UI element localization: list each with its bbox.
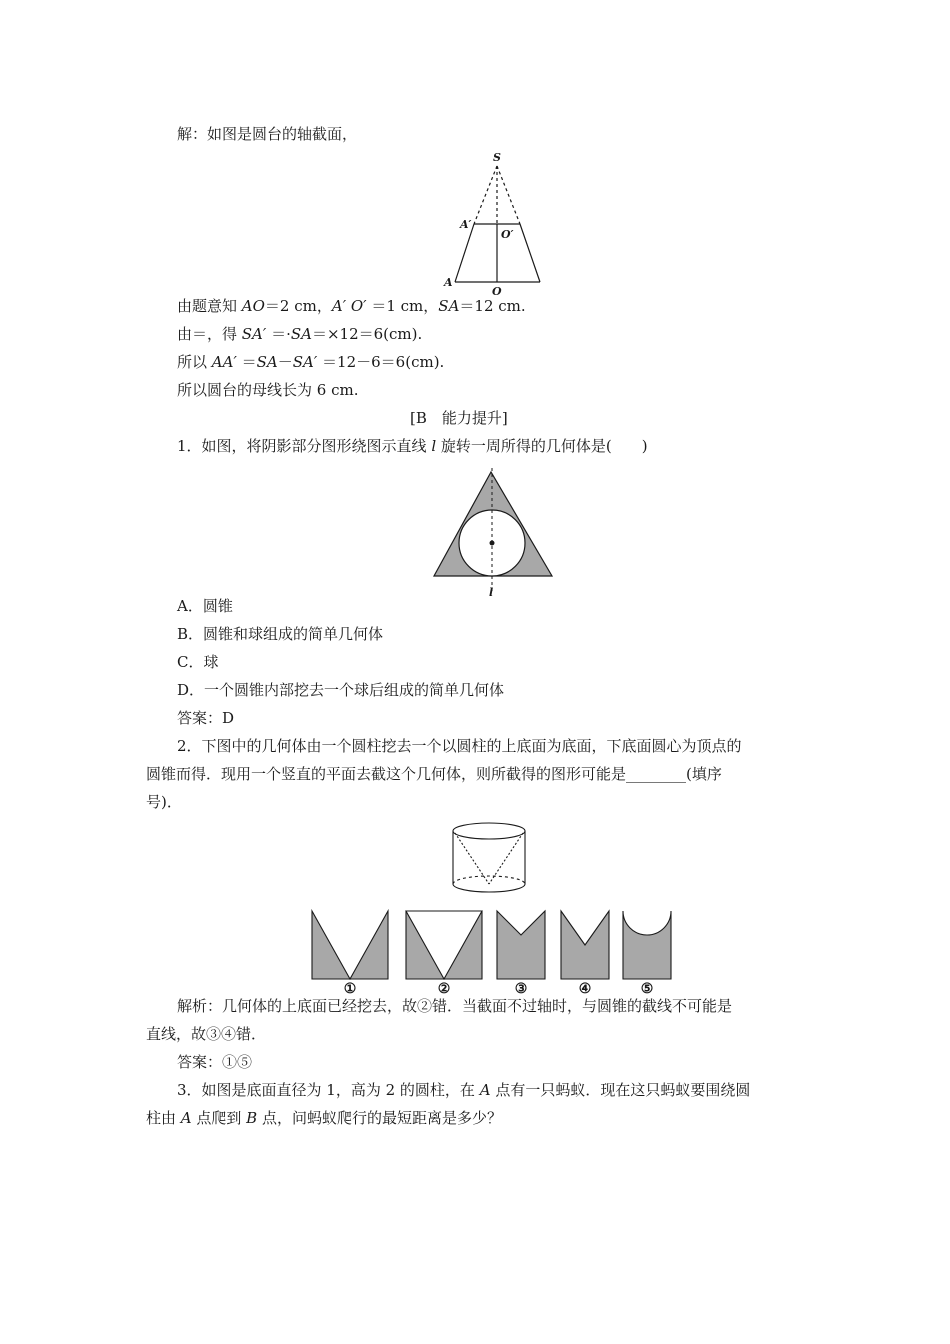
solution-intro: 解：如图是圆台的轴截面， [177, 125, 358, 143]
cylinder-top-ellipse [453, 823, 525, 839]
section-shape-1 [312, 911, 388, 979]
q2-stem-line-1: 2．下图中的几何体由一个圆柱挖去一个以圆柱的上底面为底面，下底面圆心为顶点的 [177, 737, 742, 755]
calc-line-1: 由题意知 AO＝2 cm，A′ O′ ＝1 cm，SA＝12 cm. [177, 297, 526, 315]
label-O: O [492, 285, 502, 298]
label-S: S [493, 151, 501, 164]
shape-label-4: ④ [578, 981, 592, 997]
q1-option-a: A．圆锥 [177, 597, 233, 615]
q1-option-c: C．球 [177, 653, 219, 671]
section-shape-5 [623, 911, 671, 979]
q1-stem: 1．如图，将阴影部分图形绕图示直线 l 旋转一周所得的几何体是( ) [177, 437, 648, 455]
shape-label-5: ⑤ [640, 981, 654, 997]
q3-stem-line-2: 柱由 A 点爬到 B 点，问蚂蚁爬行的最短距离是多少？ [146, 1109, 502, 1127]
axis-label-l: l [489, 586, 494, 599]
left-dashed-extension [474, 166, 497, 224]
calc-line-3: 所以 AA′ ＝SA－SA′ ＝12－6＝6(cm). [177, 353, 445, 371]
label-O-prime: O′ [501, 228, 514, 241]
cone-left-generatrix [455, 833, 489, 884]
cylinder-bottom-front-arc [453, 884, 525, 892]
frustum-axial-section-figure [430, 148, 570, 296]
right-dashed-extension [497, 166, 520, 224]
label-A-prime: A′ [460, 218, 472, 231]
shape-label-3: ③ [514, 981, 528, 997]
q1-triangle-circle-figure [430, 468, 560, 598]
shape-label-1: ① [343, 981, 357, 997]
calc-line-2: 由＝，得 SA′ ＝·SA＝×12＝6(cm). [177, 325, 423, 343]
label-A: A [444, 276, 453, 289]
q2-cross-section-shapes [300, 905, 680, 995]
q2-answer: 答案：①⑤ [177, 1053, 253, 1071]
q2-analysis-line-2: 直线，故③④错． [146, 1025, 267, 1043]
q2-analysis-line-1: 解析：几何体的上底面已经挖去，故②错．当截面不过轴时，与圆锥的截线不可能是 [177, 997, 733, 1015]
section-title: [B 能力提升] [410, 409, 508, 427]
q2-stem-line-3: 号)． [146, 793, 182, 811]
q1-option-b: B．圆锥和球组成的简单几何体 [177, 625, 384, 643]
right-slant-edge [520, 224, 540, 282]
q2-stem-line-2: 圆锥而得．现用一个竖直的平面去截这个几何体，则所截得的图形可能是________(填序 [146, 765, 722, 783]
section-shape-3 [497, 911, 545, 979]
cylinder-bottom-back-arc [453, 876, 525, 884]
q2-cylinder-figure [446, 818, 536, 902]
left-slant-edge [455, 224, 474, 282]
calc-line-4: 所以圆台的母线长为 6 cm. [177, 381, 359, 399]
q1-answer: 答案：D [177, 709, 235, 727]
cone-right-generatrix [489, 833, 523, 884]
q1-option-d: D．一个圆锥内部挖去一个球后组成的简单几何体 [177, 681, 505, 699]
q3-stem-line-1: 3．如图是底面直径为 1，高为 2 的圆柱，在 A 点有一只蚂蚁．现在这只蚂蚁要围绕圆 [177, 1081, 751, 1099]
shape-label-2: ② [437, 981, 451, 997]
section-shape-4 [561, 911, 609, 979]
